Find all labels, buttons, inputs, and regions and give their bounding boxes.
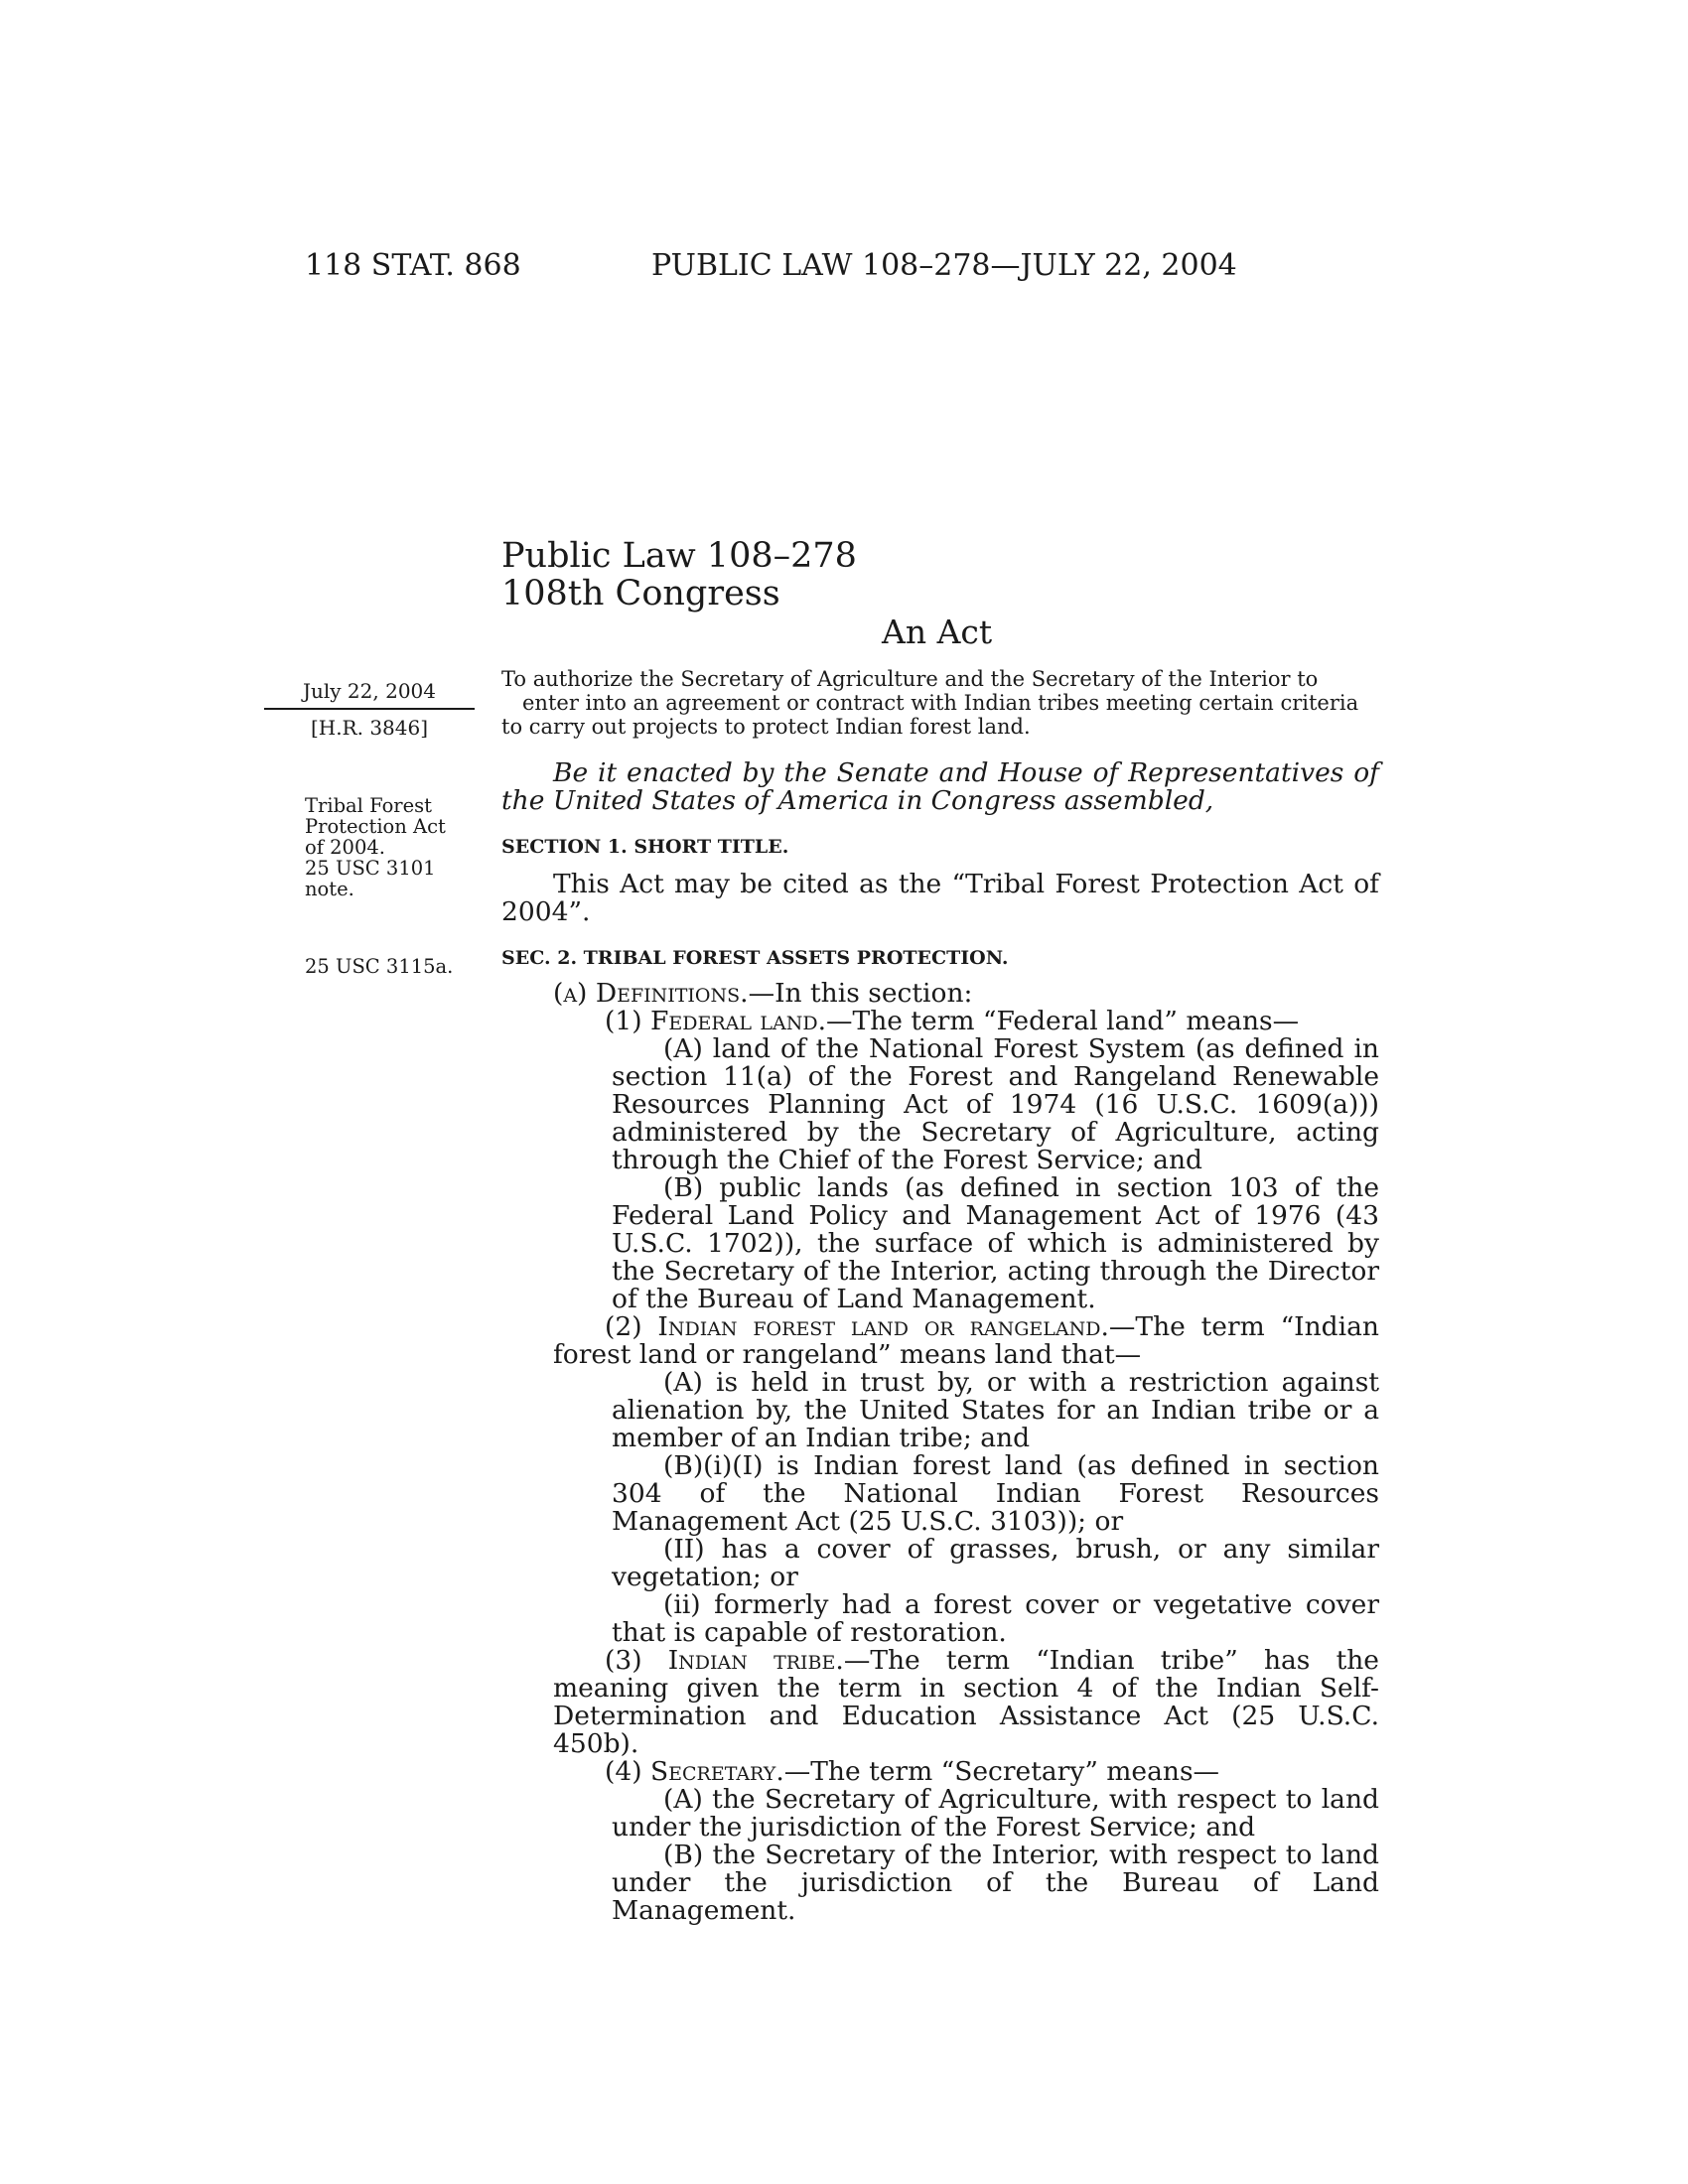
definition-1 — [501, 1008, 1379, 1035]
definition-2 — [501, 1313, 1379, 1369]
margin-note-line: Tribal Forest — [305, 794, 433, 817]
definition-2-A: (A) is held in trust by, or with a restriction against alienation by, the United States for an Indian tribe or a member of an Indian tribe; and — [612, 1367, 1379, 1453]
margin-note-sec2: 25 USC 3115a. — [305, 955, 454, 978]
section-1-text: This Act may be cited as the “Tribal Forest Protection Act of 2004”. — [501, 869, 1379, 927]
margin-rule — [264, 708, 475, 710]
subsection-a-text: —In this section: — [748, 978, 973, 1009]
margin-note-short-title — [305, 795, 446, 899]
running-title: PUBLIC LAW 108–278—JULY 22, 2004 — [651, 248, 1237, 283]
act-body — [501, 759, 1379, 1925]
enactment-date-note: July 22, 2004 — [302, 679, 436, 703]
congress: 108th Congress — [501, 574, 780, 614]
margin-note-line: note. — [305, 878, 354, 900]
definition-3-label: (3) Indian tribe. — [605, 1645, 844, 1676]
definition-2-text: —The term “Indian forest land or rangeland” means land that— — [553, 1311, 1379, 1370]
definition-4-label: (4) Secretary. — [605, 1756, 784, 1787]
definition-3-text: —The term “Indian tribe” has the meaning given the term in section 4 of the Indian Self-Determination and Education Assistance Act (25 U.S.C. 450b). — [553, 1645, 1379, 1759]
enacting-clause: Be it enacted by the Senate and House of Representatives of the United States of America in Congress assembled, — [501, 757, 1379, 816]
section-2-heading: SEC. 2. TRIBAL FOREST ASSETS PROTECTION. — [501, 947, 1009, 969]
definition-1-B: (B) public lands (as defined in section 103 of the Federal Land Policy and Management Act of 1976 (43 U.S.C. 1702)), the surface of which is administered by the Secretary of the Interior, acting through the Director of the Bureau of Land Management. — [612, 1172, 1379, 1314]
definition-4-text: —The term “Secretary” means— — [783, 1756, 1220, 1787]
margin-note-line: 25 USC 3101 — [305, 857, 436, 880]
definition-1-text: —The term “Federal land” means— — [826, 1006, 1300, 1036]
purpose-statement — [501, 667, 1379, 739]
bill-number-note: [H.R. 3846] — [310, 716, 429, 740]
definition-2-B: (B)(i)(I) is Indian forest land (as defined in section 304 of the National Indian Forest Resources Management Act (25 U.S.C. 3103)); or — [612, 1450, 1379, 1537]
definition-1-label: (1) Federal land. — [605, 1006, 827, 1036]
definition-4 — [501, 1758, 1379, 1786]
definition-4-B: (B) the Secretary of the Interior, with respect to land under the jurisdiction of the Bureau of Land Management. — [612, 1840, 1379, 1926]
purpose-line: to carry out projects to protect Indian forest land. — [501, 715, 1031, 739]
subsection-a — [501, 980, 1379, 1008]
margin-note-line: of 2004. — [305, 836, 385, 859]
stat-page-number: 118 STAT. 868 — [305, 248, 521, 283]
law-number: Public Law 108–278 — [501, 536, 857, 576]
purpose-line: enter into an agreement or contract with Indian tribes meeting certain criteria — [522, 691, 1359, 715]
definition-2-label: (2) Indian forest land or rangeland. — [605, 1311, 1109, 1342]
subsection-a-label: (a) Definitions. — [553, 978, 749, 1009]
section-1-heading: SECTION 1. SHORT TITLE. — [501, 836, 789, 858]
definition-4-A: (A) the Secretary of Agriculture, with respect to land under the jurisdiction of the Forest Service; and — [612, 1784, 1379, 1843]
definition-2-ii: (ii) formerly had a forest cover or vegetative cover that is capable of restoration. — [612, 1589, 1379, 1648]
definition-2-II: (II) has a cover of grasses, brush, or any similar vegetation; or — [612, 1534, 1379, 1592]
act-heading: An Act — [882, 613, 993, 651]
purpose-line: To authorize the Secretary of Agriculture and the Secretary of the Interior to — [501, 667, 1319, 691]
margin-note-line: Protection Act — [305, 815, 446, 838]
definition-3 — [501, 1647, 1379, 1758]
definition-1-A: (A) land of the National Forest System (as defined in section 11(a) of the Forest and Rangeland Renewable Resources Planning Act of 1974 (16 U.S.C. 1609(a))) administered by the Secretary of Agriculture, acting through the Chief of the Forest Service; and — [612, 1033, 1379, 1175]
